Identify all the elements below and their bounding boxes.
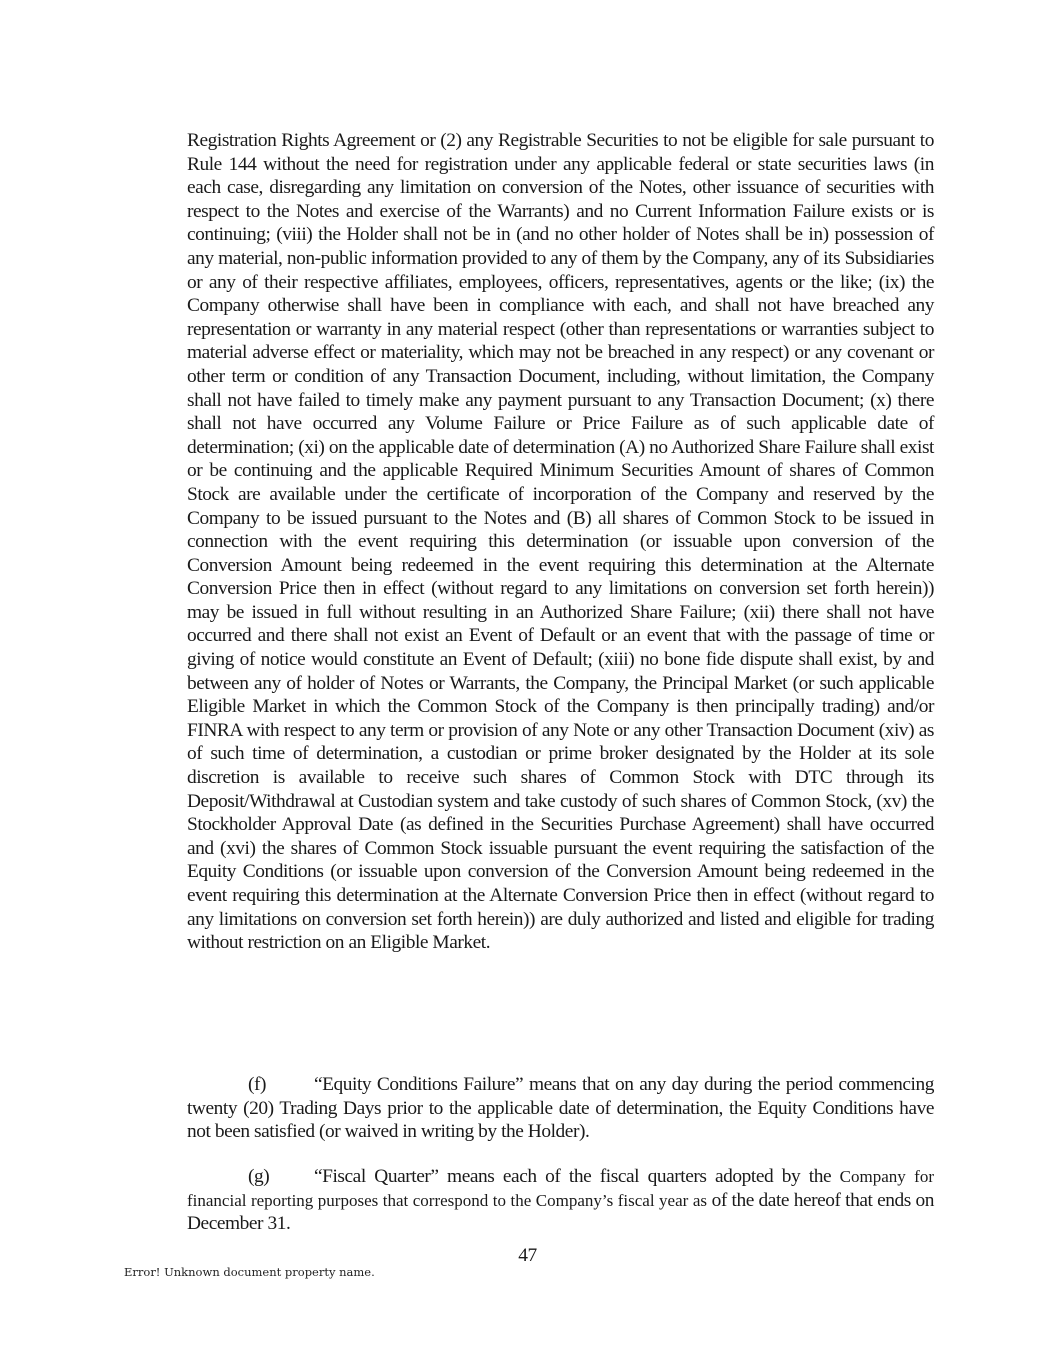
paragraph-f bbox=[187, 1073, 934, 1144]
paragraph-g bbox=[187, 1165, 934, 1236]
paragraph-g-text-end: of the date hereof that ends on December 31. bbox=[187, 1189, 934, 1235]
paragraph-f-text: “Equity Conditions Failure” means that on any day during the period commencing twenty (20) Trading Days prior to the applicable date of determination, the Equity Conditions have not been satisfied (or waived in writing by the Holder). bbox=[187, 1074, 934, 1143]
footer-text: Error! Unknown document property name. bbox=[124, 1265, 375, 1279]
page-number: 47 bbox=[518, 1245, 537, 1266]
paragraph-g-text-middle: Company for financial reporting purposes that correspond to the Company’s fiscal year as bbox=[187, 1167, 934, 1210]
paragraph-f-label: (f) bbox=[248, 1074, 267, 1095]
paragraph-g-text-start: “Fiscal Quarter” means each of the fiscal quarters adopted by the bbox=[314, 1166, 832, 1187]
paragraph-g-label: (g) bbox=[248, 1166, 270, 1187]
paragraph-continuation: Registration Rights Agreement or (2) any Registrable Securities to not be eligible for sale pursuant to Rule 144 without the need for registration under any applicable federal or state securities laws (in each case, disregarding any limitation on conversion of the Notes, other issuance of securities with respect to the Notes and exercise of the Warrants) and no Current Information Failure exists or is continuing; (viii) the Holder shall not be in (and no other holder of Notes shall be in) possession of any material, non-public information provided to any of them by the Company, any of its Subsidiaries or any of their respective affiliates, employees, officers, representatives, agents or the like; (ix) the Company otherwise shall have been in compliance with each, and shall not have breached any representation or warranty in any material respect (other than representations or warranties subject to material adverse effect or materiality, which may not be breached in any respect) or any covenant or other term or condition of any Transaction Document, including, without limitation, the Company shall not have failed to timely make any payment pursuant to any Transaction Document; (x) there shall not have occurred any Volume Failure or Price Failure as of such applicable date of determination; (xi) on the applicable date of determination (A) no Authorized Share Failure shall exist or be continuing and the applicable Required Minimum Securities Amount of shares of Common Stock are available under the certificate of incorporation of the Company and reserved by the Company to be issued pursuant to the Notes and (B) all shares of Common Stock to be issued in connection with the event requiring this determination (or issuable upon conversion of the Conversion Amount being redeemed in the event requiring this determination at the Alternate Conversion Price then in effect (without regard to any limitations on conversion set forth herein)) may be issued in full without resulting in an Authorized Share Failure; (xii) there shall not have occurred and there shall not exist an Event of Default or an event that with the passage of time or giving of notice would constitute an Event of Default; (xiii) no bone fide dispute shall exist, by and between any of holder of Notes or Warrants, the Company, the Principal Market (or such applicable Eligible Market in which the Common Stock of the Company is then principally trading) and/or FINRA with respect to any term or provision of any Note or any other Transaction Document (xiv) as of such time of determination, a custodian or prime broker designated by the Holder at its sole discretion is available to receive such shares of Common Stock with DTC through its Deposit/Withdrawal at Custodian system and take custody of such shares of Common Stock, (xv) the Stockholder Approval Date (as defined in the Securities Purchase Agreement) shall have occurred and (xvi) the shares of Common Stock issuable pursuant the event requiring the satisfaction of the Equity Conditions (or issuable upon conversion of the Conversion Amount being redeemed in the event requiring this determination at the Alternate Conversion Price then in effect (without regard to any limitations on conversion set forth herein)) are duly authorized and listed and eligible for trading without restriction on an Eligible Market. bbox=[187, 130, 934, 954]
